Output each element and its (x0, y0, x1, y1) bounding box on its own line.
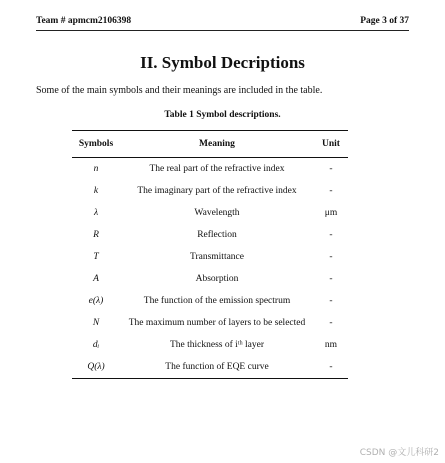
page-number: Page 3 of 37 (360, 16, 409, 26)
symbol-cell: e(λ) (88, 296, 104, 306)
table-row (72, 356, 348, 379)
symbol-table (72, 130, 348, 379)
symbol-cell: T (93, 252, 99, 262)
meaning-cell: The function of the emission spectrum (143, 296, 291, 306)
symbol-cell: Q(λ) (87, 362, 105, 372)
unit-cell: μm (324, 208, 338, 218)
meaning-cell: The imaginary part of the refractive index (137, 186, 297, 196)
table-caption: Table 1 Symbol descriptions. (164, 110, 281, 120)
table-header-row (72, 131, 348, 158)
column-header-unit: Unit (322, 139, 340, 149)
table-row (72, 224, 348, 246)
symbol-cell: N (92, 318, 100, 328)
intro-paragraph: Some of the main symbols and their meanings are included in the table. (36, 85, 323, 96)
table-row (72, 246, 348, 268)
symbol-cell: A (93, 274, 99, 284)
symbol-cell: R (93, 230, 99, 240)
section-title: II. Symbol Decriptions (140, 53, 305, 72)
unit-cell: - (329, 274, 333, 284)
unit-cell: - (329, 230, 333, 240)
page-header (36, 16, 409, 30)
table-row (72, 202, 348, 224)
unit-cell: - (329, 318, 333, 328)
meaning-cell: Transmittance (189, 252, 244, 262)
unit-cell: nm (324, 340, 338, 350)
table-row (72, 180, 348, 202)
table-row (72, 334, 348, 356)
meaning-cell: Reflection (197, 230, 237, 240)
unit-cell: - (329, 362, 333, 372)
meaning-cell: The thickness of iᵗʰ layer (169, 340, 265, 350)
meaning-cell: Absorption (195, 274, 239, 284)
watermark: CSDN @文儿科研2 (359, 448, 439, 458)
unit-cell: - (329, 296, 333, 306)
meaning-cell: The maximum number of layers to be selected (128, 318, 306, 328)
meaning-cell: Wavelength (194, 208, 240, 218)
header-rule (36, 30, 409, 31)
symbol-cell: k (93, 186, 99, 196)
meaning-cell: The real part of the refractive index (149, 164, 285, 174)
unit-cell: - (329, 164, 333, 174)
table-row (72, 312, 348, 334)
unit-cell: - (329, 252, 333, 262)
unit-cell: - (329, 186, 333, 196)
column-header-symbols: Symbols (78, 139, 114, 149)
symbol-cell: dᵢ (92, 340, 100, 350)
symbol-cell: λ (93, 208, 99, 218)
table-row (72, 290, 348, 312)
column-header-meaning: Meaning (199, 139, 235, 149)
symbol-cell: n (93, 164, 99, 174)
table-row (72, 268, 348, 290)
meaning-cell: The function of EQE curve (165, 362, 269, 372)
table-row (72, 158, 348, 181)
team-id: Team # apmcm2106398 (36, 16, 132, 26)
